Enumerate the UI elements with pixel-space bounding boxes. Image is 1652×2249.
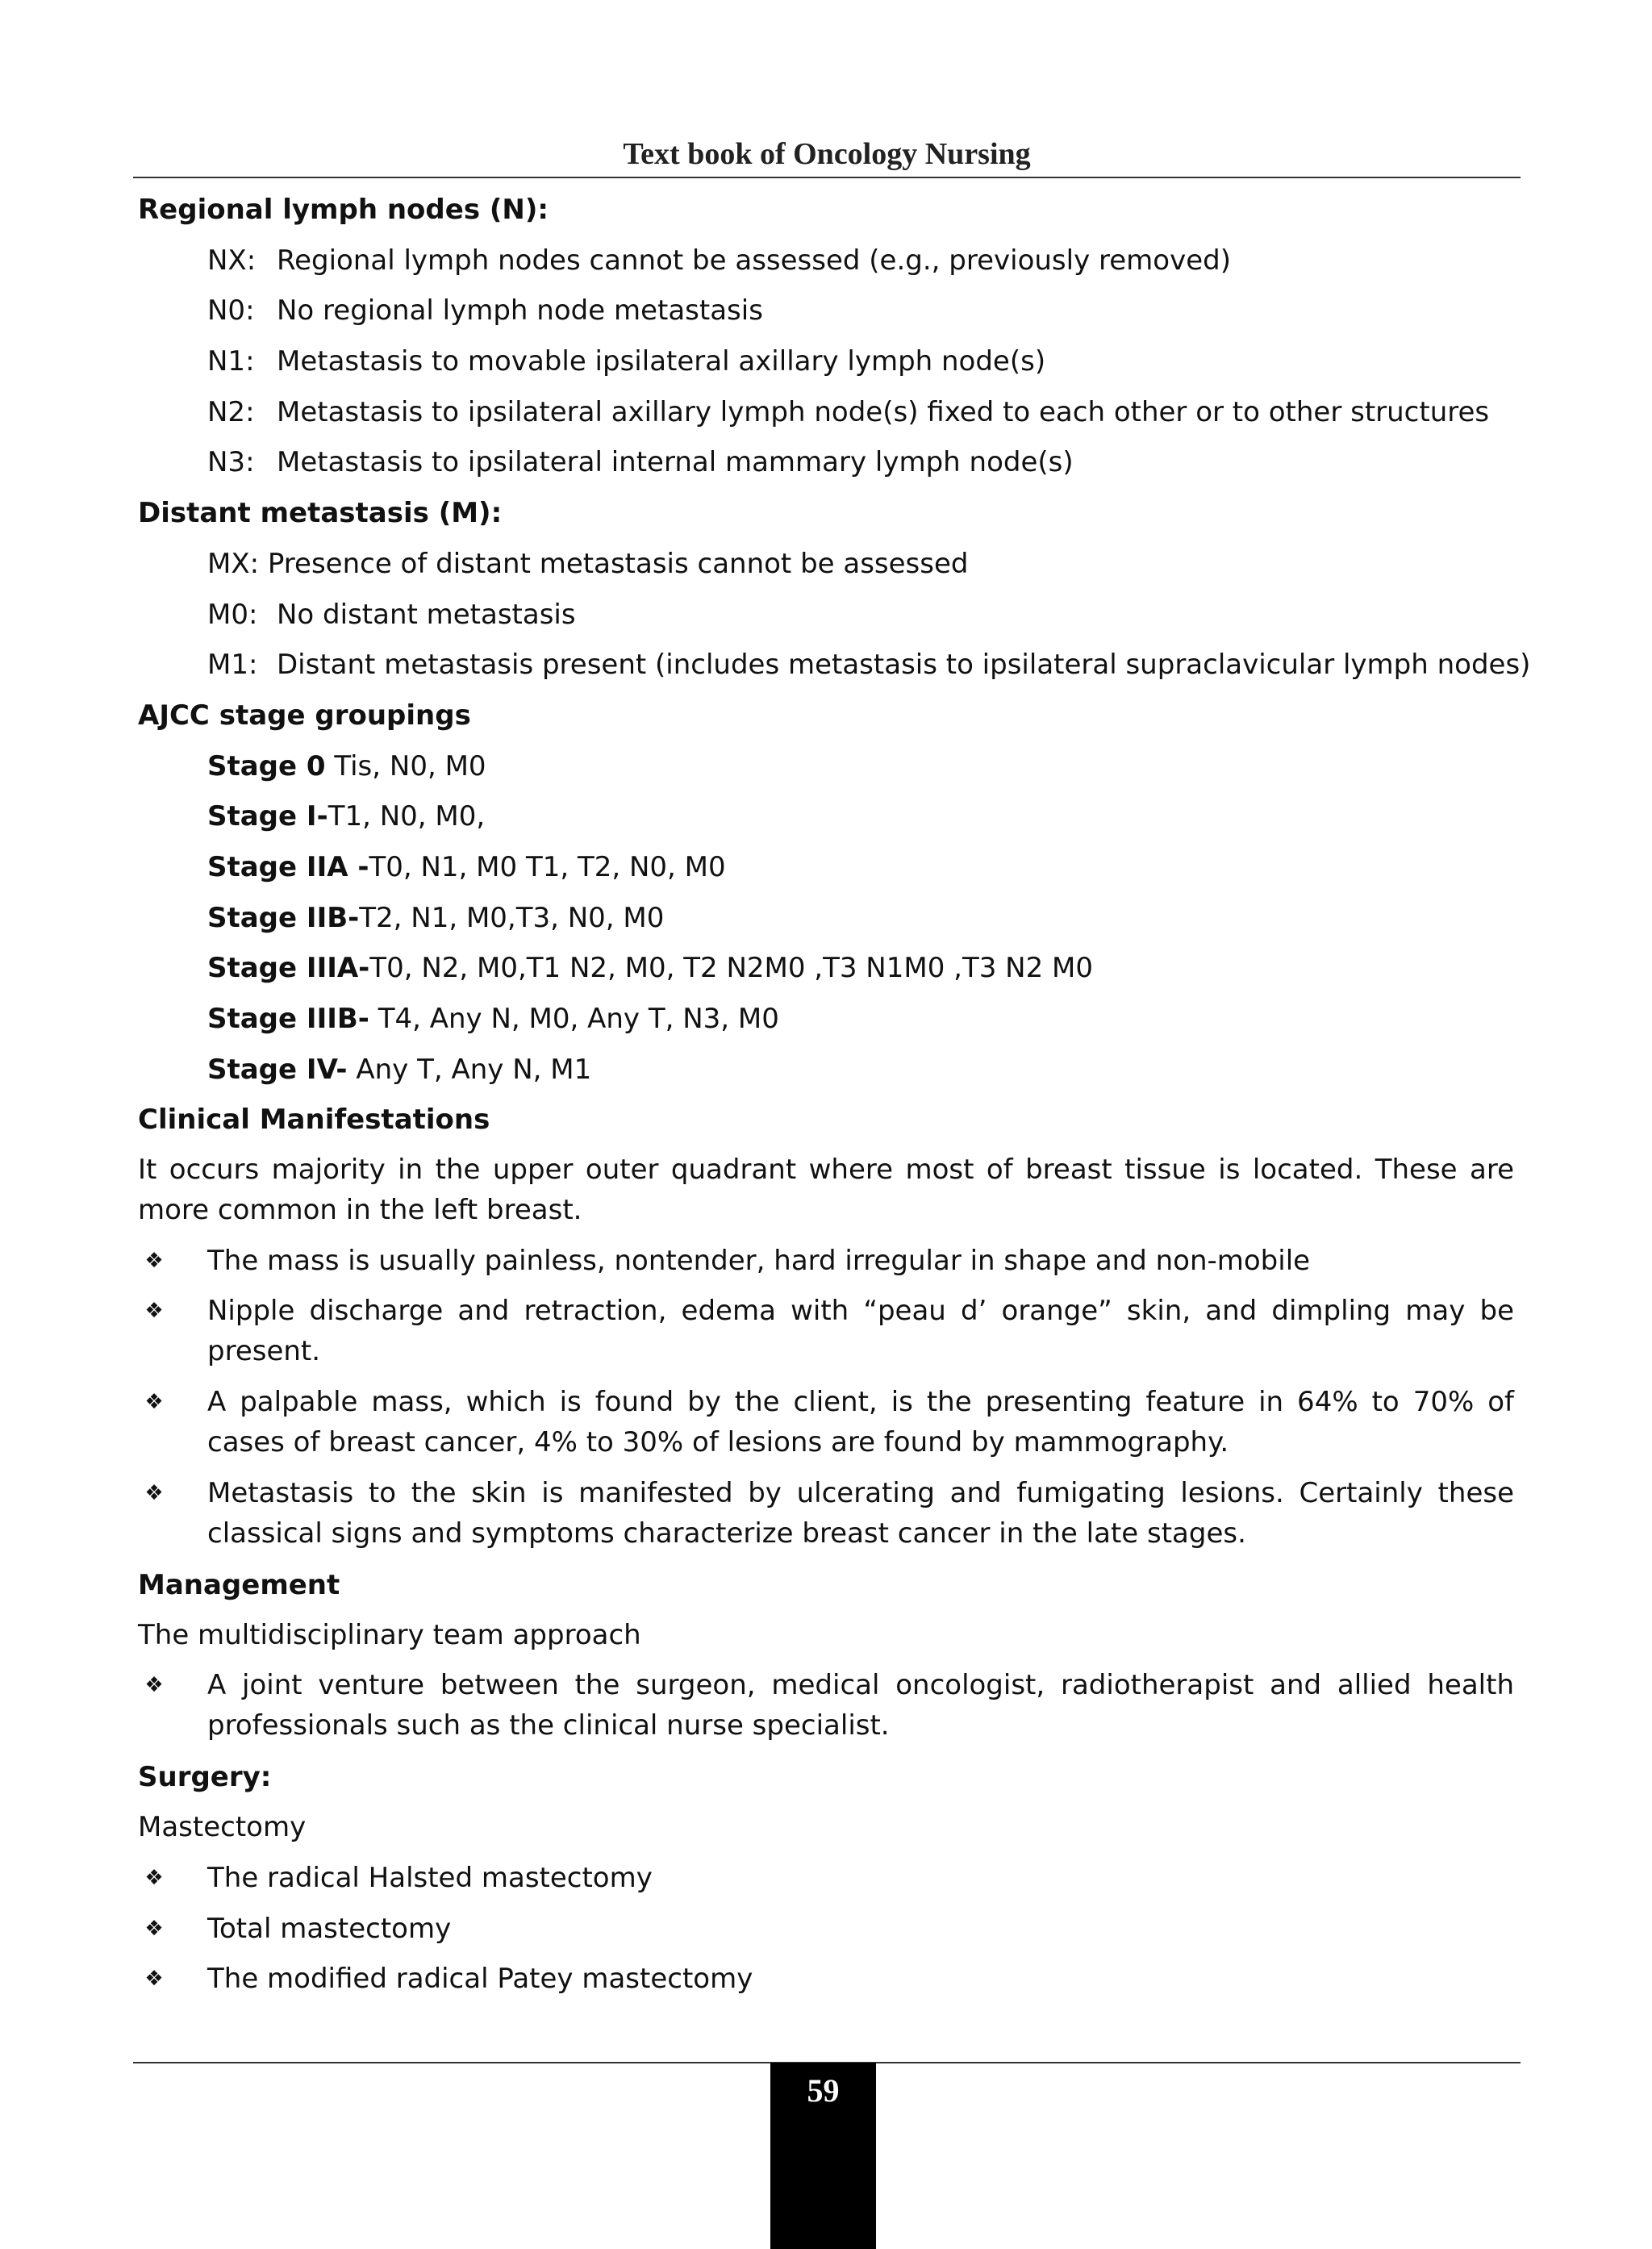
bullet-item xyxy=(138,1473,1514,1554)
stage-label: Stage IV- xyxy=(207,1053,348,1086)
page-number-box xyxy=(770,2063,876,2249)
stage-description: Metastasis to ipsilateral internal mammary lymph node(s) xyxy=(277,446,1074,479)
bullet-text: Nipple discharge and retraction, edema with “peau d’ orange” skin, and dimpling may be present. xyxy=(207,1295,1514,1368)
m-stage-item xyxy=(138,543,1514,585)
stage-label: Stage I- xyxy=(207,800,328,833)
bullet-text: The mass is usually painless, nontender, hard irregular in shape and non-mobile xyxy=(207,1244,1311,1277)
bullet-item xyxy=(138,1382,1514,1462)
bullet-item xyxy=(138,1241,1514,1281)
stage-grouping: T0, N2, M0,T1 N2, M0, T2 N2M0 ,T3 N1M0 ,T3 N2 M0 xyxy=(369,952,1093,985)
bullet-text: The radical Halsted mastectomy xyxy=(207,1861,653,1894)
stage-grouping: T2, N1, M0,T3, N0, M0 xyxy=(359,901,665,934)
stage-label: Stage IIA - xyxy=(207,850,369,883)
stage-code: NX: xyxy=(207,244,257,277)
bullet-diamond-icon: ❖ xyxy=(144,1390,164,1415)
stage-description: Distant metastasis present (includes metastasis to ipsilateral supraclavicular lymph nodes) xyxy=(277,649,1531,682)
stage-description: No regional lymph node metastasis xyxy=(277,294,763,328)
bullet-diamond-icon: ❖ xyxy=(144,1865,164,1890)
page-content xyxy=(138,189,1531,2009)
stage-code: M1: xyxy=(207,649,258,682)
stage-code: MX: xyxy=(207,547,260,580)
n-stage-item xyxy=(138,340,1514,382)
bullet-text: The modified radical Patey mastectomy xyxy=(207,1963,753,1996)
stage-label: Stage IIIA- xyxy=(207,952,370,985)
header-rule xyxy=(133,177,1521,178)
section-heading-distant-metastasis: Distant metastasis (M): xyxy=(138,497,503,530)
stage-grouping: T1, N0, M0, xyxy=(327,800,486,833)
bullet-text: A palpable mass, which is found by the client, is the presenting feature in 64% to 70% of cases of breast cancer, 4% to 30% of lesions are found by mammography. xyxy=(207,1386,1514,1459)
stage-description: Metastasis to movable ipsilateral axillary lymph node(s) xyxy=(277,345,1046,378)
n-stage-item xyxy=(138,391,1514,433)
section-heading-clinical-manifestations: Clinical Manifestations xyxy=(138,1104,490,1137)
stage-description: Regional lymph nodes cannot be assessed (e.g., previously removed) xyxy=(277,244,1231,277)
section-heading-ajcc-stage-groupings: AJCC stage groupings xyxy=(138,699,471,732)
stage-grouping-item xyxy=(138,897,1514,939)
n-stage-item xyxy=(138,290,1514,332)
m-stage-item xyxy=(138,644,1531,686)
bullet-diamond-icon: ❖ xyxy=(144,1480,164,1505)
bullet-item xyxy=(138,1857,1514,1899)
stage-grouping-item xyxy=(138,795,1514,837)
bullet-diamond-icon: ❖ xyxy=(144,1967,164,1992)
bullet-text: A joint venture between the surgeon, medical oncologist, radiotherapist and allied health professionals such as the clinical nurse specialist. xyxy=(207,1668,1514,1742)
paragraph: It occurs majority in the upper outer quadrant where most of breast tissue is located. These are more common in the left breast. xyxy=(138,1154,1514,1227)
page-number: 59 xyxy=(807,2072,840,2109)
stage-grouping: Tis, N0, M0 xyxy=(325,749,486,782)
bullet-diamond-icon: ❖ xyxy=(144,1672,164,1697)
bullet-item xyxy=(138,1958,1514,2000)
stage-grouping-item xyxy=(138,846,1514,888)
bullet-text: Metastasis to the skin is manifested by ulcerating and fumigating lesions. Certainly these classical signs and symptoms characterize breast cancer in the late stages. xyxy=(207,1476,1514,1550)
stage-label: Stage IIB- xyxy=(207,901,360,934)
running-header: Text book of Oncology Nursing xyxy=(623,137,1031,171)
paragraph: The multidisciplinary team approach xyxy=(138,1619,641,1652)
stage-grouping-item xyxy=(138,1049,1514,1091)
stage-grouping: T4, Any N, M0, Any T, N3, M0 xyxy=(369,1003,779,1035)
bullet-diamond-icon: ❖ xyxy=(144,1299,164,1324)
bullet-item xyxy=(138,1908,1514,1950)
bullet-text: Total mastectomy xyxy=(207,1912,452,1945)
bullet-diamond-icon: ❖ xyxy=(144,1248,164,1273)
stage-grouping-item xyxy=(138,745,1514,787)
bullet-item xyxy=(138,1665,1514,1746)
bullet-item xyxy=(138,1291,1514,1371)
stage-code: N3: xyxy=(207,446,255,479)
stage-code: M0: xyxy=(207,598,258,631)
section-heading-management: Management xyxy=(138,1568,340,1601)
m-stage-item xyxy=(138,594,1514,636)
bullet-diamond-icon: ❖ xyxy=(144,1916,164,1941)
n-stage-item xyxy=(138,240,1514,282)
paragraph: Mastectomy xyxy=(138,1811,307,1844)
stage-label: Stage 0 xyxy=(207,749,326,782)
section-heading-surgery: Surgery: xyxy=(138,1760,272,1793)
stage-label: Stage IIIB- xyxy=(207,1003,369,1035)
stage-description: No distant metastasis xyxy=(277,598,576,631)
stage-grouping: T0, N1, M0 T1, T2, N0, M0 xyxy=(369,850,726,883)
stage-grouping: Any T, Any N, M1 xyxy=(347,1053,592,1086)
stage-description: Presence of distant metastasis cannot be assessed xyxy=(267,547,969,580)
stage-grouping-item xyxy=(138,998,1514,1040)
stage-code: N1: xyxy=(207,345,255,378)
section-heading-regional-lymph-nodes: Regional lymph nodes (N): xyxy=(138,194,549,226)
stage-description: Metastasis to ipsilateral axillary lymph node(s) fixed to each other or to other structures xyxy=(277,395,1490,428)
stage-code: N2: xyxy=(207,395,255,428)
n-stage-item xyxy=(138,441,1514,483)
stage-grouping-item xyxy=(138,947,1514,989)
stage-code: N0: xyxy=(207,294,255,328)
